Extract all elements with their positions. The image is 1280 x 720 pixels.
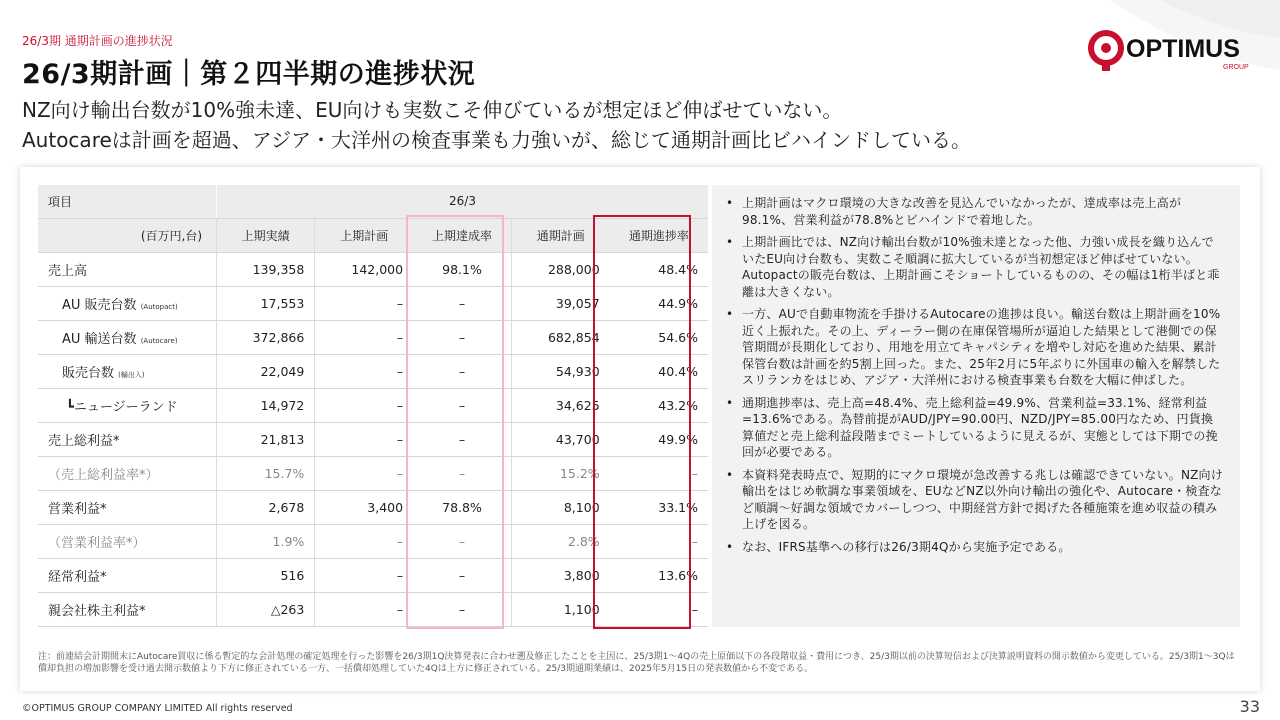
table-row <box>38 592 708 626</box>
cell: 48.4% <box>610 252 708 286</box>
cell: – <box>315 592 413 626</box>
lead-line-1: NZ向け輸出台数が10%強未達、EU向けも実数こそ伸びているが想定ほど伸ばせていない。 <box>22 98 843 122</box>
cell: – <box>315 354 413 388</box>
col-header-h1-achievement: 上期達成率 <box>413 218 511 252</box>
table-row <box>38 252 708 286</box>
table-row <box>38 388 708 422</box>
lead-line-2: Autocareは計画を超過、アジア・大洋州の検査事業も力強いが、総じて通期計画比ビハインドしている。 <box>22 128 971 152</box>
cell: – <box>610 592 708 626</box>
cell: △263 <box>217 592 315 626</box>
table-row <box>38 456 708 490</box>
cell: 40.4% <box>610 354 708 388</box>
cell: – <box>315 524 413 558</box>
cell: 142,000 <box>315 252 413 286</box>
cell: – <box>413 422 511 456</box>
cell: 43,700 <box>511 422 609 456</box>
cell: 54.6% <box>610 320 708 354</box>
optimus-logo <box>1086 28 1258 72</box>
cell: 1.9% <box>217 524 315 558</box>
col-header-fy-progress: 通期進捗率 <box>610 218 708 252</box>
row-label: 販売台数 (輸出入) <box>38 354 217 388</box>
table-row <box>38 354 708 388</box>
table-row <box>38 286 708 320</box>
cell: 8,100 <box>511 490 609 524</box>
cell: – <box>413 354 511 388</box>
cell: 516 <box>217 558 315 592</box>
table-header-row <box>38 185 708 218</box>
unit-header: (百万円,台) <box>38 218 217 252</box>
col-header-fy-plan: 通期計画 <box>511 218 609 252</box>
cell: 17,553 <box>217 286 315 320</box>
row-label: 親会社株主利益* <box>38 592 217 626</box>
cell: 372,866 <box>217 320 315 354</box>
cell: 98.1% <box>413 252 511 286</box>
row-label: （営業利益率*） <box>38 524 217 558</box>
results-table <box>38 185 708 627</box>
row-label: （売上総利益率*） <box>38 456 217 490</box>
cell: 54,930 <box>511 354 609 388</box>
cell: 22,049 <box>217 354 315 388</box>
row-label: ┗ニュージーランド <box>38 388 217 422</box>
cell: – <box>413 524 511 558</box>
cell: – <box>610 524 708 558</box>
cell: 14,972 <box>217 388 315 422</box>
table-row <box>38 422 708 456</box>
row-label: AU 輸送台数 (Autocare) <box>38 320 217 354</box>
commentary-item: • 上期計画比では、NZ向け輸出台数が10%強未達となった他、力強い成長を織り込んでいたEU向け台数も、実数こそ順調に拡大しているが当初想定ほど伸ばせていない。Autopactの販売台数は、上期計画こそショートしているものの、その幅は1桁半ばと乖離は大きくない。 <box>724 234 1224 300</box>
commentary-item: • 通期進捗率は、売上高=48.4%、売上総利益=49.9%、営業利益=33.1%、経常利益=13.6%である。為替前提がAUD/JPY=90.00円、NZD/JPY=85.00円なため、円貨換算値だと売上総利益段階までミートしているように見えるが、実態としては下期での挽回が必要である。 <box>724 395 1224 461</box>
commentary-item: • 上期計画はマクロ環境の大きな改善を見込んでいなかったが、達成率は売上高が98.1%、営業利益が78.8%とビハインドで着地した。 <box>724 195 1224 228</box>
cell: 288,000 <box>511 252 609 286</box>
commentary-item: • 一方、AUで自動車物流を手掛けるAutocareの進捗は良い。輸送台数は上期計画を10%近く上振れた。その上、ディーラー側の在庫保管場所が逼迫した結果として港側での保管期間が長期化しており、用地を用立てキャパシティを増やし対応を進めた結果、累計保管台数は計画を約5割上回った。また、25年2月に5年ぶりに外国車の輸入を解禁したスリランカをはじめ、アジア・大洋州における検査事業も台数を大幅に伸ばした。 <box>724 306 1224 389</box>
cell: – <box>413 320 511 354</box>
commentary-item: • なお、IFRS基準への移行は26/3期4Qから実施予定である。 <box>724 539 1224 556</box>
table-row <box>38 558 708 592</box>
page-number: 33 <box>1239 697 1260 716</box>
svg-text:GROUP: GROUP <box>1223 64 1249 71</box>
cell: 49.9% <box>610 422 708 456</box>
lead-summary <box>22 95 1262 155</box>
content-panel <box>20 167 1260 691</box>
cell: 39,057 <box>511 286 609 320</box>
footnote: 注：前連結会計期間末にAutocare買収に係る暫定的な会計処理の確定処理を行った影響を26/3期1Q決算発表に合わせ遡及修正したことを主因に、25/3期1～4Qの売上原価以下の各段階収益・費用につき、25/3期以前の決算短信および決算説明資料の開示数値から変更している。25/3期1～3Qは償却負担の増加影響を受け過去開示数値より下方に修正されている一方、一括償却処理していた4Qは上方に修正されている。25/3期通期業績は、2025年5月15日の発表数値から不変である。 <box>38 652 1235 674</box>
copyright: ©OPTIMUS GROUP COMPANY LIMITED All rights reserved <box>22 703 293 714</box>
cell: – <box>315 286 413 320</box>
cell: 13.6% <box>610 558 708 592</box>
cell: 1,100 <box>511 592 609 626</box>
cell: – <box>315 422 413 456</box>
cell: 15.2% <box>511 456 609 490</box>
cell: 43.2% <box>610 388 708 422</box>
cell: – <box>413 456 511 490</box>
cell: – <box>315 320 413 354</box>
cell: 2,678 <box>217 490 315 524</box>
cell: 33.1% <box>610 490 708 524</box>
cell: 3,800 <box>511 558 609 592</box>
cell: 34,625 <box>511 388 609 422</box>
cell: – <box>315 456 413 490</box>
table-row <box>38 320 708 354</box>
row-label: 売上総利益* <box>38 422 217 456</box>
cell: 139,358 <box>217 252 315 286</box>
row-label: AU 販売台数 (Autopact) <box>38 286 217 320</box>
cell: – <box>413 558 511 592</box>
table-row <box>38 490 708 524</box>
period-header: 26/3 <box>217 185 708 218</box>
row-label: 経常利益* <box>38 558 217 592</box>
cell: 44.9% <box>610 286 708 320</box>
cell: – <box>413 286 511 320</box>
cell: – <box>610 456 708 490</box>
cell: 3,400 <box>315 490 413 524</box>
cell: 21,813 <box>217 422 315 456</box>
cell: – <box>315 388 413 422</box>
svg-text:OPTIMUS: OPTIMUS <box>1126 35 1240 63</box>
table-subheader-row <box>38 218 708 252</box>
item-header: 項目 <box>38 185 217 218</box>
col-header-h1-plan: 上期計画 <box>315 218 413 252</box>
page-title: 26/3期計画｜第２四半期の進捗状況 <box>22 59 476 90</box>
cell: 682,854 <box>511 320 609 354</box>
cell: – <box>413 388 511 422</box>
cell: – <box>315 558 413 592</box>
cell: – <box>413 592 511 626</box>
col-header-h1-actual: 上期実績 <box>217 218 315 252</box>
row-label: 売上高 <box>38 252 217 286</box>
breadcrumb: 26/3期 通期計画の進捗状況 <box>22 34 173 48</box>
cell: 2.8% <box>511 524 609 558</box>
row-label: 営業利益* <box>38 490 217 524</box>
commentary-item: • 本資料発表時点で、短期的にマクロ環境が急改善する兆しは確認できていない。NZ向け輸出をはじめ軟調な事業領域を、EUなどNZ以外向け輸出の強化や、Autocare・検査など順調～好調な領域でカバーしつつ、中期経営方針で掲げた各種施策を進め収益の積み上げを図る。 <box>724 467 1224 533</box>
cell: 15.7% <box>217 456 315 490</box>
commentary-box <box>712 185 1240 627</box>
table-row <box>38 524 708 558</box>
cell: 78.8% <box>413 490 511 524</box>
